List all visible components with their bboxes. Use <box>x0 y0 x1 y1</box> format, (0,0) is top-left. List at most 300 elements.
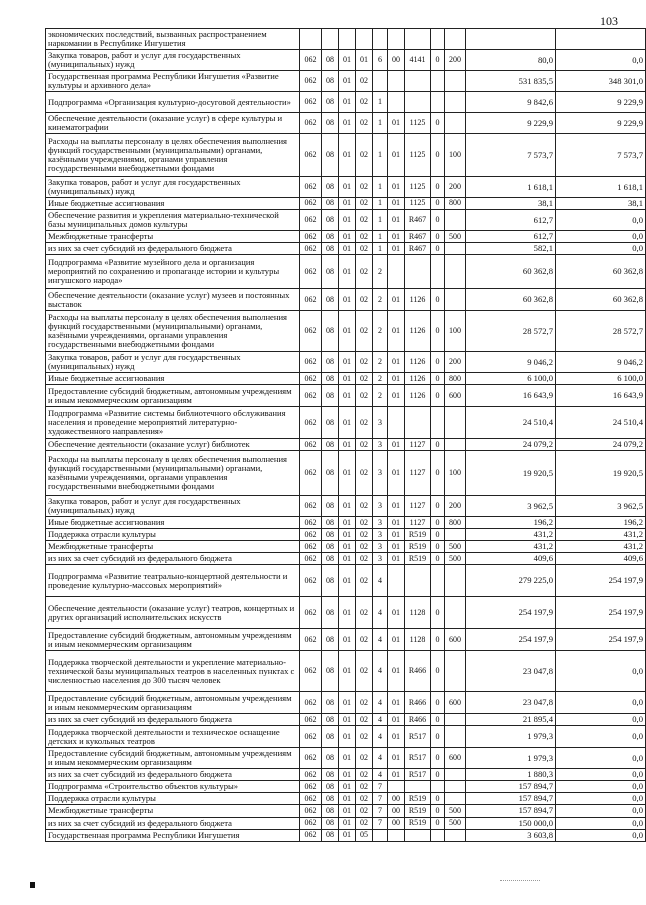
amount-year-1-cell: 9 229,9 <box>466 113 556 134</box>
item-name-cell: Иные бюджетные ассигнования <box>46 373 300 385</box>
code-program-cell: 02 <box>356 714 373 726</box>
amount-year-2-cell: 0,0 <box>556 651 646 692</box>
code-admin-cell: 062 <box>300 781 322 793</box>
code-expense-type-cell <box>445 113 466 134</box>
code-event-cell: 01 <box>388 231 405 243</box>
code-admin-cell: 062 <box>300 692 322 714</box>
code-program-cell: 02 <box>356 210 373 231</box>
code-expense-type-cell: 100 <box>445 451 466 496</box>
code-subsection-cell: 01 <box>339 113 356 134</box>
item-name-cell: Расходы на выплаты персоналу в целях обеспечения выполнения функций государственными (муниципальными) органами, казёнными учреждениями, органами управления государственными внебюджетными фондами <box>46 311 300 352</box>
code-program-cell: 02 <box>356 553 373 565</box>
code-program-cell: 02 <box>356 817 373 829</box>
code-subsection-cell: 01 <box>339 50 356 71</box>
item-name-cell: Обеспечение развития и укрепления материально-технической базы муниципальных домов культуры <box>46 210 300 231</box>
code-admin-cell: 062 <box>300 726 322 748</box>
code-program-cell: 02 <box>356 289 373 311</box>
code-extra-cell: 0 <box>431 714 445 726</box>
code-extra-cell: 0 <box>431 231 445 243</box>
code-admin-cell: 062 <box>300 805 322 817</box>
code-subprogram-cell: 1 <box>373 231 388 243</box>
code-event-cell: 01 <box>388 210 405 231</box>
code-program-cell: 02 <box>356 629 373 651</box>
item-name-cell: Обеспечение деятельности (оказание услуг) библиотек <box>46 439 300 451</box>
code-subprogram-cell: 3 <box>373 451 388 496</box>
code-direction-cell <box>405 29 431 50</box>
code-section-cell: 08 <box>322 210 339 231</box>
code-subprogram-cell: 3 <box>373 553 388 565</box>
code-direction-cell: 1127 <box>405 496 431 517</box>
amount-year-1-cell: 157 894,7 <box>466 805 556 817</box>
code-extra-cell: 0 <box>431 805 445 817</box>
table-row <box>46 529 646 541</box>
amount-year-1-cell: 23 047,8 <box>466 651 556 692</box>
code-direction-cell: R466 <box>405 651 431 692</box>
code-subsection-cell: 01 <box>339 71 356 92</box>
code-expense-type-cell <box>445 781 466 793</box>
code-extra-cell: 0 <box>431 113 445 134</box>
code-event-cell <box>388 29 405 50</box>
table-row <box>46 651 646 692</box>
amount-year-1-cell: 9 842,6 <box>466 92 556 113</box>
code-extra-cell: 0 <box>431 517 445 529</box>
item-name-cell: Расходы на выплаты персоналу в целях обеспечения выполнения функций государственными (муниципальными) органами, казёнными учреждениями, органами управления государственными внебюджетными фондами <box>46 451 300 496</box>
item-name-cell: из них за счет субсидий из федерального бюджета <box>46 769 300 781</box>
code-expense-type-cell: 500 <box>445 231 466 243</box>
amount-year-1-cell <box>466 29 556 50</box>
code-expense-type-cell <box>445 565 466 597</box>
code-program-cell: 02 <box>356 597 373 629</box>
code-subprogram-cell: 1 <box>373 210 388 231</box>
code-subprogram-cell <box>373 29 388 50</box>
code-expense-type-cell <box>445 439 466 451</box>
code-subsection-cell: 01 <box>339 748 356 769</box>
code-expense-type-cell: 600 <box>445 692 466 714</box>
code-event-cell: 01 <box>388 385 405 407</box>
code-admin-cell: 062 <box>300 541 322 553</box>
code-event-cell: 01 <box>388 553 405 565</box>
code-event-cell: 01 <box>388 541 405 553</box>
amount-year-2-cell: 0,0 <box>556 692 646 714</box>
code-expense-type-cell <box>445 255 466 289</box>
code-extra-cell <box>431 407 445 439</box>
amount-year-2-cell: 7 573,7 <box>556 134 646 177</box>
amount-year-1-cell: 582,1 <box>466 243 556 255</box>
code-admin-cell: 062 <box>300 451 322 496</box>
code-expense-type-cell: 500 <box>445 805 466 817</box>
code-admin-cell: 062 <box>300 565 322 597</box>
code-subsection-cell: 01 <box>339 407 356 439</box>
code-event-cell: 01 <box>388 451 405 496</box>
page-number: 103 <box>600 14 618 28</box>
code-program-cell: 05 <box>356 829 373 841</box>
code-program-cell: 02 <box>356 385 373 407</box>
code-admin-cell: 062 <box>300 496 322 517</box>
code-section-cell: 08 <box>322 726 339 748</box>
code-admin-cell: 062 <box>300 231 322 243</box>
code-section-cell: 08 <box>322 231 339 243</box>
code-subprogram-cell: 1 <box>373 92 388 113</box>
code-event-cell: 01 <box>388 517 405 529</box>
code-event-cell <box>388 255 405 289</box>
table-row <box>46 134 646 177</box>
code-expense-type-cell <box>445 597 466 629</box>
code-extra-cell: 0 <box>431 726 445 748</box>
table-row <box>46 289 646 311</box>
code-extra-cell: 0 <box>431 373 445 385</box>
code-direction-cell <box>405 829 431 841</box>
code-extra-cell: 0 <box>431 451 445 496</box>
code-direction-cell: 1127 <box>405 439 431 451</box>
code-program-cell: 02 <box>356 529 373 541</box>
code-section-cell: 08 <box>322 629 339 651</box>
amount-year-1-cell: 431,2 <box>466 529 556 541</box>
code-program-cell: 02 <box>356 726 373 748</box>
code-program-cell: 02 <box>356 113 373 134</box>
item-name-cell: Обеспечение деятельности (оказание услуг) театров, концертных и других организаций исполнительских искусств <box>46 597 300 629</box>
code-extra-cell: 0 <box>431 439 445 451</box>
table-row <box>46 517 646 529</box>
code-expense-type-cell <box>445 726 466 748</box>
code-program-cell: 02 <box>356 92 373 113</box>
code-admin-cell: 062 <box>300 407 322 439</box>
code-admin-cell: 062 <box>300 629 322 651</box>
code-program-cell: 02 <box>356 805 373 817</box>
table-row <box>46 71 646 92</box>
code-subprogram-cell <box>373 829 388 841</box>
code-subsection-cell: 01 <box>339 692 356 714</box>
code-section-cell: 08 <box>322 748 339 769</box>
code-expense-type-cell <box>445 793 466 805</box>
code-subprogram-cell: 7 <box>373 817 388 829</box>
table-row <box>46 541 646 553</box>
item-name-cell: из них за счет субсидий из федерального бюджета <box>46 243 300 255</box>
code-admin-cell: 062 <box>300 553 322 565</box>
code-expense-type-cell <box>445 29 466 50</box>
code-admin-cell: 062 <box>300 529 322 541</box>
code-admin-cell: 062 <box>300 289 322 311</box>
code-admin-cell: 062 <box>300 439 322 451</box>
amount-year-2-cell: 28 572,7 <box>556 311 646 352</box>
code-subsection-cell: 01 <box>339 651 356 692</box>
code-section-cell: 08 <box>322 451 339 496</box>
code-subsection-cell: 01 <box>339 311 356 352</box>
amount-year-1-cell: 6 100,0 <box>466 373 556 385</box>
code-direction-cell: R467 <box>405 231 431 243</box>
code-section-cell: 08 <box>322 714 339 726</box>
code-extra-cell: 0 <box>431 692 445 714</box>
amount-year-2-cell: 9 229,9 <box>556 92 646 113</box>
item-name-cell: из них за счет субсидий из федерального бюджета <box>46 553 300 565</box>
code-expense-type-cell <box>445 769 466 781</box>
code-event-cell <box>388 407 405 439</box>
amount-year-2-cell: 196,2 <box>556 517 646 529</box>
code-direction-cell: R467 <box>405 243 431 255</box>
amount-year-2-cell: 0,0 <box>556 714 646 726</box>
item-name-cell: Поддержка отрасли культуры <box>46 529 300 541</box>
code-subprogram-cell: 2 <box>373 373 388 385</box>
table-row <box>46 553 646 565</box>
code-subprogram-cell: 4 <box>373 629 388 651</box>
amount-year-2-cell: 60 362,8 <box>556 289 646 311</box>
code-expense-type-cell <box>445 210 466 231</box>
code-subprogram-cell: 7 <box>373 781 388 793</box>
amount-year-2-cell: 19 920,5 <box>556 451 646 496</box>
table-row <box>46 29 646 50</box>
code-extra-cell: 0 <box>431 243 445 255</box>
code-event-cell: 01 <box>388 597 405 629</box>
code-event-cell: 01 <box>388 243 405 255</box>
amount-year-2-cell: 6 100,0 <box>556 373 646 385</box>
code-expense-type-cell <box>445 651 466 692</box>
code-expense-type-cell <box>445 92 466 113</box>
code-direction-cell: R519 <box>405 553 431 565</box>
table-row <box>46 597 646 629</box>
code-event-cell: 01 <box>388 289 405 311</box>
code-section-cell: 08 <box>322 829 339 841</box>
code-expense-type-cell: 200 <box>445 496 466 517</box>
code-direction-cell: R517 <box>405 726 431 748</box>
code-direction-cell: R466 <box>405 714 431 726</box>
code-event-cell: 01 <box>388 439 405 451</box>
code-extra-cell: 0 <box>431 198 445 210</box>
item-name-cell: Расходы на выплаты персоналу в целях обеспечения выполнения функций государственными (муниципальными) органами, казёнными учреждениями, органами управления государственными внебюджетными фондами <box>46 134 300 177</box>
code-subprogram-cell: 3 <box>373 517 388 529</box>
code-section-cell: 08 <box>322 496 339 517</box>
code-admin-cell: 062 <box>300 597 322 629</box>
code-event-cell: 01 <box>388 352 405 373</box>
code-extra-cell: 0 <box>431 210 445 231</box>
code-subsection-cell: 01 <box>339 541 356 553</box>
code-subsection-cell: 01 <box>339 134 356 177</box>
code-direction-cell: R519 <box>405 541 431 553</box>
table-row <box>46 311 646 352</box>
code-expense-type-cell: 800 <box>445 517 466 529</box>
amount-year-1-cell: 196,2 <box>466 517 556 529</box>
code-admin-cell: 062 <box>300 793 322 805</box>
budget-table-body <box>46 29 646 842</box>
amount-year-2-cell: 0,0 <box>556 748 646 769</box>
code-admin-cell: 062 <box>300 177 322 198</box>
code-subsection-cell: 01 <box>339 451 356 496</box>
amount-year-1-cell: 9 046,2 <box>466 352 556 373</box>
code-event-cell: 01 <box>388 134 405 177</box>
amount-year-1-cell: 254 197,9 <box>466 629 556 651</box>
footer-dots <box>500 880 540 881</box>
table-row <box>46 385 646 407</box>
code-section-cell <box>322 29 339 50</box>
amount-year-2-cell: 9 046,2 <box>556 352 646 373</box>
code-program-cell: 02 <box>356 517 373 529</box>
code-program-cell: 02 <box>356 177 373 198</box>
amount-year-2-cell: 254 197,9 <box>556 597 646 629</box>
item-name-cell: из них за счет субсидий из федерального бюджета <box>46 817 300 829</box>
code-extra-cell: 0 <box>431 651 445 692</box>
code-subsection-cell: 01 <box>339 629 356 651</box>
code-subsection-cell: 01 <box>339 373 356 385</box>
code-subprogram-cell: 7 <box>373 793 388 805</box>
code-direction-cell: R519 <box>405 805 431 817</box>
code-expense-type-cell <box>445 71 466 92</box>
amount-year-2-cell: 0,0 <box>556 817 646 829</box>
code-subprogram-cell: 4 <box>373 748 388 769</box>
code-section-cell: 08 <box>322 817 339 829</box>
code-expense-type-cell: 200 <box>445 50 466 71</box>
code-subprogram-cell: 1 <box>373 177 388 198</box>
code-extra-cell: 0 <box>431 597 445 629</box>
amount-year-2-cell: 38,1 <box>556 198 646 210</box>
code-admin-cell: 062 <box>300 352 322 373</box>
code-subsection-cell: 01 <box>339 243 356 255</box>
code-extra-cell <box>431 71 445 92</box>
code-subsection-cell: 01 <box>339 352 356 373</box>
item-name-cell: Государственная программа Республики Ингушетия «Развитие культуры и архивного дела» <box>46 71 300 92</box>
code-expense-type-cell <box>445 243 466 255</box>
code-admin-cell: 062 <box>300 210 322 231</box>
item-name-cell: Закупка товаров, работ и услуг для государственных (муниципальных) нужд <box>46 352 300 373</box>
code-section-cell: 08 <box>322 597 339 629</box>
amount-year-1-cell: 1 618,1 <box>466 177 556 198</box>
item-name-cell: экономических последствий, вызванных распространением наркомании в Республике Ингушетия <box>46 29 300 50</box>
code-event-cell: 01 <box>388 529 405 541</box>
table-row <box>46 255 646 289</box>
code-admin-cell: 062 <box>300 255 322 289</box>
code-direction-cell: R519 <box>405 817 431 829</box>
code-subsection-cell: 01 <box>339 714 356 726</box>
code-extra-cell: 0 <box>431 629 445 651</box>
item-name-cell: Межбюджетные трансферты <box>46 805 300 817</box>
code-direction-cell: R519 <box>405 793 431 805</box>
code-section-cell: 08 <box>322 385 339 407</box>
code-expense-type-cell <box>445 829 466 841</box>
amount-year-1-cell: 19 920,5 <box>466 451 556 496</box>
code-section-cell: 08 <box>322 541 339 553</box>
code-section-cell: 08 <box>322 805 339 817</box>
amount-year-1-cell: 254 197,9 <box>466 597 556 629</box>
amount-year-1-cell: 80,0 <box>466 50 556 71</box>
item-name-cell: Предоставление субсидий бюджетным, автономным учреждениям и иным некоммерческим организациям <box>46 385 300 407</box>
item-name-cell: Закупка товаров, работ и услуг для государственных (муниципальных) нужд <box>46 177 300 198</box>
code-event-cell: 01 <box>388 177 405 198</box>
code-extra-cell: 0 <box>431 352 445 373</box>
amount-year-2-cell: 60 362,8 <box>556 255 646 289</box>
code-subprogram-cell <box>373 71 388 92</box>
code-program-cell: 02 <box>356 692 373 714</box>
code-subprogram-cell: 2 <box>373 289 388 311</box>
table-row <box>46 113 646 134</box>
item-name-cell: Подпрограмма «Развитие системы библиотечного обслуживания населения и проведение мероприятий литературно-художественного направления» <box>46 407 300 439</box>
item-name-cell: Закупка товаров, работ и услуг для государственных (муниципальных) нужд <box>46 496 300 517</box>
code-extra-cell: 0 <box>431 553 445 565</box>
code-direction-cell: 1128 <box>405 597 431 629</box>
table-row <box>46 210 646 231</box>
code-event-cell: 01 <box>388 311 405 352</box>
code-subsection-cell: 01 <box>339 793 356 805</box>
amount-year-1-cell: 531 835,5 <box>466 71 556 92</box>
item-name-cell: Поддержка творческой деятельности и техническое оснащение детских и кукольных театров <box>46 726 300 748</box>
code-direction-cell: 1128 <box>405 629 431 651</box>
code-program-cell: 02 <box>356 793 373 805</box>
code-subsection-cell: 01 <box>339 726 356 748</box>
code-program-cell: 02 <box>356 565 373 597</box>
code-direction-cell <box>405 92 431 113</box>
code-section-cell: 08 <box>322 92 339 113</box>
code-direction-cell: 1127 <box>405 517 431 529</box>
code-subsection-cell: 01 <box>339 565 356 597</box>
amount-year-2-cell: 0,0 <box>556 50 646 71</box>
amount-year-2-cell <box>556 29 646 50</box>
code-section-cell: 08 <box>322 553 339 565</box>
code-admin-cell: 062 <box>300 50 322 71</box>
code-admin-cell: 062 <box>300 829 322 841</box>
code-direction-cell: 1126 <box>405 385 431 407</box>
code-admin-cell: 062 <box>300 651 322 692</box>
amount-year-2-cell: 254 197,9 <box>556 565 646 597</box>
amount-year-1-cell: 28 572,7 <box>466 311 556 352</box>
code-event-cell: 00 <box>388 805 405 817</box>
code-admin-cell: 062 <box>300 385 322 407</box>
code-admin-cell: 062 <box>300 243 322 255</box>
code-subsection-cell: 01 <box>339 255 356 289</box>
code-subprogram-cell: 2 <box>373 311 388 352</box>
amount-year-2-cell: 0,0 <box>556 829 646 841</box>
amount-year-1-cell: 7 573,7 <box>466 134 556 177</box>
code-event-cell: 01 <box>388 113 405 134</box>
code-event-cell: 01 <box>388 496 405 517</box>
code-program-cell: 02 <box>356 439 373 451</box>
code-event-cell <box>388 829 405 841</box>
amount-year-1-cell: 16 643,9 <box>466 385 556 407</box>
amount-year-2-cell: 0,0 <box>556 726 646 748</box>
code-section-cell: 08 <box>322 439 339 451</box>
code-extra-cell: 0 <box>431 541 445 553</box>
item-name-cell: Закупка товаров, работ и услуг для государственных (муниципальных) нужд <box>46 50 300 71</box>
amount-year-1-cell: 1 979,3 <box>466 726 556 748</box>
code-subsection-cell: 01 <box>339 829 356 841</box>
code-subprogram-cell: 3 <box>373 439 388 451</box>
amount-year-2-cell: 254 197,9 <box>556 629 646 651</box>
code-program-cell: 02 <box>356 352 373 373</box>
code-extra-cell: 0 <box>431 50 445 71</box>
code-program-cell: 02 <box>356 71 373 92</box>
code-expense-type-cell <box>445 529 466 541</box>
code-expense-type-cell: 600 <box>445 629 466 651</box>
code-extra-cell: 0 <box>431 134 445 177</box>
code-subprogram-cell: 7 <box>373 805 388 817</box>
amount-year-1-cell: 150 000,0 <box>466 817 556 829</box>
code-subsection-cell: 01 <box>339 92 356 113</box>
item-name-cell: Обеспечение деятельности (оказание услуг) в сфере культуры и кинематографии <box>46 113 300 134</box>
code-extra-cell: 0 <box>431 793 445 805</box>
table-row <box>46 692 646 714</box>
code-expense-type-cell <box>445 289 466 311</box>
code-subsection-cell: 01 <box>339 529 356 541</box>
amount-year-2-cell: 0,0 <box>556 793 646 805</box>
code-direction-cell <box>405 565 431 597</box>
item-name-cell: Межбюджетные трансферты <box>46 541 300 553</box>
code-section-cell: 08 <box>322 769 339 781</box>
code-program-cell: 02 <box>356 451 373 496</box>
table-row <box>46 373 646 385</box>
table-row <box>46 748 646 769</box>
code-program-cell: 02 <box>356 781 373 793</box>
code-expense-type-cell: 600 <box>445 385 466 407</box>
amount-year-1-cell: 612,7 <box>466 210 556 231</box>
item-name-cell: Подпрограмма «Организация культурно-досуговой деятельности» <box>46 92 300 113</box>
table-row <box>46 198 646 210</box>
code-subsection-cell: 01 <box>339 817 356 829</box>
table-row <box>46 805 646 817</box>
